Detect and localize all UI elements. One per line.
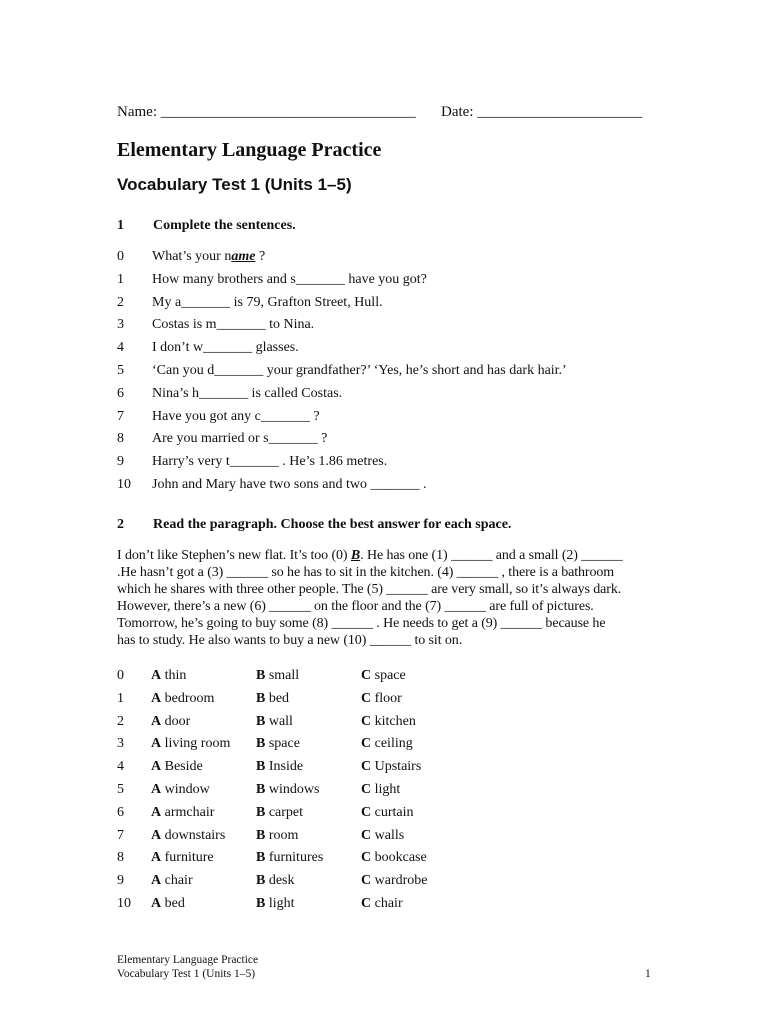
option-letter-c: C [361,873,372,889]
option-b-text: light [268,895,295,911]
option-number: 6 [117,804,124,820]
option-a [151,779,210,802]
option-b-text: bed [268,690,290,706]
option-b [256,711,293,734]
option-a-text: window [164,781,210,797]
option-c [361,779,400,802]
page-subtitle: Vocabulary Test 1 (Units 1–5) [117,175,352,194]
option-c-text: floor [374,690,402,706]
option-a [151,847,214,870]
sentence-text: Costas is m_______ to Nina. [152,317,315,333]
section-2-instruction: Read the paragraph. Choose the best answer for each space. [153,517,512,532]
option-a-text: door [164,713,191,729]
option-b [256,870,295,893]
option-c [361,688,402,711]
option-b-text: Inside [268,759,304,775]
option-letter-a: A [151,713,162,729]
option-number: 1 [117,690,124,706]
sentence-row [117,314,567,337]
option-a-text: living room [164,736,231,752]
sentence-number: 2 [117,294,124,310]
option-letter-b: B [256,668,266,683]
option-c [361,893,403,916]
option-b [256,733,300,756]
option-letter-c: C [361,713,372,729]
option-number: 2 [117,713,124,729]
paragraph-text-start: I don’t like Stephen’s new flat. It’s too (0) [117,548,351,563]
option-letter-a: A [151,759,162,775]
option-letter-a: A [151,668,162,683]
option-b-text: wall [268,713,293,729]
footer-book-title: Elementary Language Practice [117,954,259,966]
option-letter-c: C [361,781,372,797]
sentence-text: I don’t w_______ glasses. [152,340,299,356]
option-b [256,756,303,779]
sentence-text: Have you got any c_______ ? [152,408,320,424]
option-number: 9 [117,873,124,889]
option-a [151,688,214,711]
option-c-text: chair [374,895,403,911]
option-letter-b: B [256,873,266,889]
option-number: 10 [117,895,131,911]
option-letter-c: C [361,690,372,706]
sentence-row [117,246,567,269]
paragraph-example-answer: B [350,548,361,563]
option-c [361,847,427,870]
option-letter-c: C [361,850,372,866]
option-number: 3 [117,736,124,752]
option-a-text: downstairs [164,827,226,843]
option-c-text: curtain [374,804,414,820]
sentence-text: How many brothers and s_______ have you got? [152,271,427,287]
option-letter-c: C [361,895,372,911]
option-a [151,711,190,734]
sentence-number: 10 [117,476,131,492]
footer-test-title: Vocabulary Test 1 (Units 1–5) [117,968,256,980]
option-letter-b: B [256,690,266,706]
paragraph-text-rest: . He has one (1) ______ and a small (2) ______ .He hasn’t got a (3) ______ so he has to sit in the kitchen. (4) ______ , there is a bathroom which he shares with three other people. The (5) ______ are very small, so it’s always dark. However, there’s a new (6) ______ on the floor and the (7) ______ are full of pictures. Tomorrow, he’s going to buy some (8) ______ . He needs to get a (9) ______ because he has to study. He also wants to buy a new (10) ______ to sit on. [117,548,623,648]
option-a [151,665,186,688]
option-a [151,733,230,756]
option-letter-b: B [256,713,266,729]
option-letter-a: A [151,781,162,797]
sentence-number: 1 [117,271,124,287]
name-field-line: Name: __________________________________ [117,104,416,120]
option-number: 0 [117,668,124,683]
option-a-text: bedroom [164,690,215,706]
option-number: 8 [117,850,124,866]
option-number: 4 [117,759,124,775]
sentence-row [117,383,567,406]
option-c [361,825,404,848]
option-letter-c: C [361,827,372,843]
section-2-heading [117,517,511,533]
option-c-text: wardrobe [374,873,428,889]
sentence-row [117,337,567,360]
option-b [256,825,298,848]
sentence-text: ‘Can you d_______ your grandfather?’ ‘Yes, he’s short and has dark hair.’ [152,362,567,378]
option-letter-c: C [361,759,372,775]
option-number: 7 [117,827,124,843]
section-1-number: 1 [117,218,124,233]
option-c [361,870,428,893]
sentence-example-answer: ame [231,249,256,264]
sentence-row [117,428,567,451]
page-number: 1 [645,968,651,980]
reading-paragraph [117,547,627,649]
option-letter-b: B [256,781,266,797]
sentence-number: 3 [117,317,124,333]
sentence-number: 4 [117,340,124,356]
option-letter-a: A [151,827,162,843]
option-a [151,756,203,779]
section-2-number: 2 [117,517,124,532]
option-letter-a: A [151,690,162,706]
option-b-text: desk [268,873,295,889]
option-a-text: Beside [164,759,203,775]
sentence-text-end: ? [255,249,266,264]
sentence-number: 5 [117,362,124,378]
option-letter-b: B [256,759,266,775]
sentence-number: 0 [117,249,124,264]
option-letter-a: A [151,736,162,752]
option-b [256,779,319,802]
option-letter-a: A [151,873,162,889]
sentence-number: 8 [117,431,124,447]
page-title: Elementary Language Practice [117,139,382,161]
sentence-text: Nina’s h_______ is called Costas. [152,385,343,401]
option-number: 5 [117,781,124,797]
option-a-text: chair [164,873,193,889]
option-c [361,665,406,688]
option-letter-b: B [256,895,266,911]
option-b [256,688,289,711]
sentence-number: 6 [117,385,124,401]
option-c [361,733,413,756]
date-field-line: Date: ______________________ [441,104,643,120]
sentence-number: 7 [117,408,124,424]
option-c [361,802,414,825]
option-a [151,802,214,825]
option-b [256,893,295,916]
sentence-row [117,406,567,429]
option-letter-b: B [256,736,266,752]
option-a [151,893,185,916]
option-a [151,825,225,848]
option-c-text: ceiling [374,736,413,752]
option-b [256,802,303,825]
sentence-text: What’s your n [152,249,232,264]
option-b-text: space [268,736,300,752]
footer [117,953,258,981]
option-b-text: carpet [268,804,304,820]
option-a-text: bed [164,895,185,911]
section-1-instruction: Complete the sentences. [153,218,296,233]
option-c-text: light [374,781,401,797]
option-b-text: furnitures [268,850,324,866]
sentence-text: Are you married or s_______ ? [152,431,328,447]
option-b [256,847,323,870]
option-b-text: windows [268,781,320,797]
sentence-row [117,451,567,474]
sentence-text: My a_______ is 79, Grafton Street, Hull. [152,294,383,310]
option-letter-c: C [361,804,372,820]
section-1-heading [117,218,296,234]
option-c [361,711,416,734]
option-letter-b: B [256,850,266,866]
option-letter-b: B [256,804,266,820]
option-a [151,870,193,893]
sentence-text: John and Mary have two sons and two _______ . [152,476,427,492]
sentence-row [117,474,567,497]
option-c-text: bookcase [374,850,427,866]
sentence-list [117,246,567,497]
option-c [361,756,421,779]
option-b-text: room [268,827,299,843]
option-a-text: furniture [164,850,214,866]
option-letter-a: A [151,804,162,820]
sentence-number: 9 [117,454,124,470]
option-letter-a: A [151,895,162,911]
option-letter-c: C [361,736,372,752]
sentence-text: Harry’s very t_______ . He’s 1.86 metres. [152,454,388,470]
option-a-text: armchair [164,804,215,820]
option-letter-b: B [256,827,266,843]
sentence-row [117,360,567,383]
option-letter-c: C [361,668,372,683]
option-b-text: small [268,668,300,683]
option-c-text: space [374,668,406,683]
option-b [256,665,299,688]
sentence-row [117,269,567,292]
option-c-text: kitchen [374,713,416,729]
option-c-text: walls [374,827,405,843]
option-a-text: thin [164,668,187,683]
option-letter-a: A [151,850,162,866]
sentence-row [117,292,567,315]
option-c-text: Upstairs [374,759,422,775]
